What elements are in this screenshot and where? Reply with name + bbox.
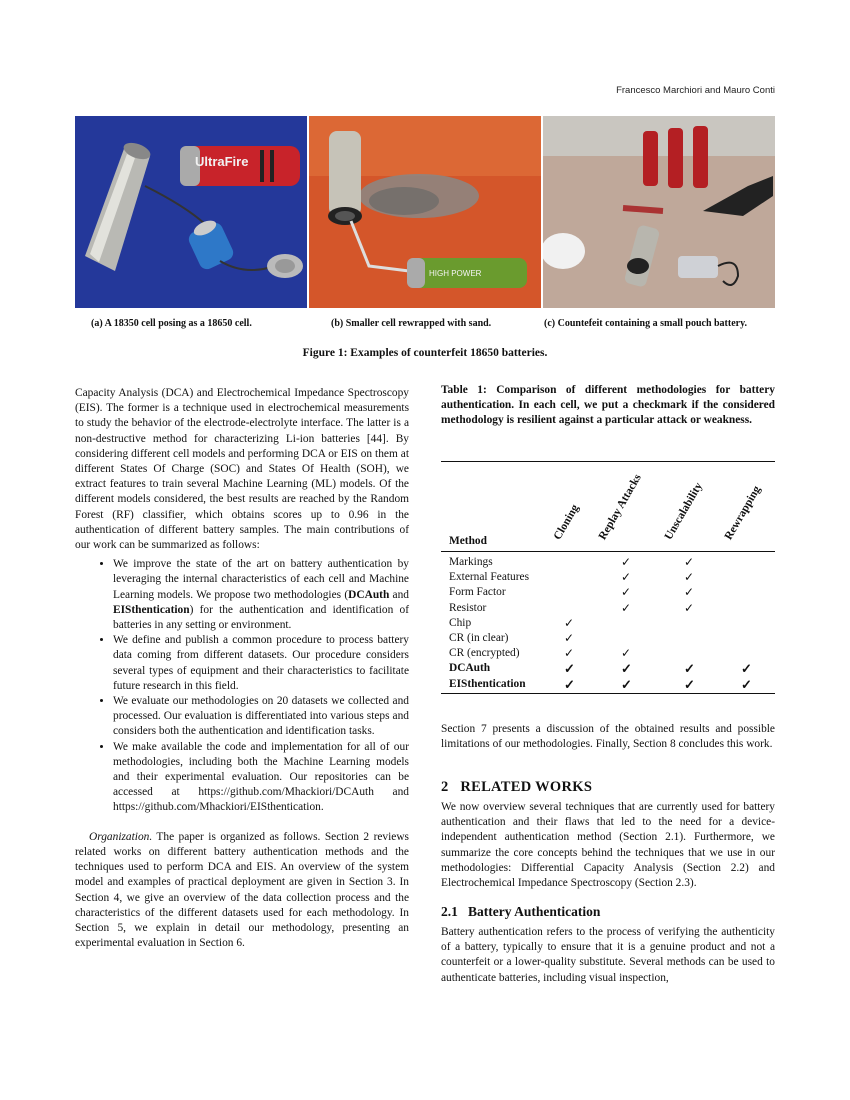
table-top-rule [441,461,775,462]
figure-photo-b [309,116,541,308]
figure-photo-a [75,116,307,308]
subsection-number: 2.1 [441,904,458,919]
photo-a-label: UltraFire [195,154,249,169]
table-row-label: Chip [449,616,472,629]
table-row-label: External Features [449,571,530,584]
checkmark-icon: ✓ [684,661,695,677]
figure-photo-c [543,116,775,308]
contribution-item: • We define and publish a common procedure to process battery data coming from different datasets. Our procedure considers several types of equipment and their characteristics to facilitate future research in this field. [113,633,409,694]
column-header-method: Method [449,535,487,547]
subsection-title: Battery Authentication [468,904,601,919]
section-heading-related-works [441,779,592,796]
contribution-text: We improve the state of the art on battery authentication by leveraging the internal characteristics of each cell and Machine Learning models. We propose two methodologies ( [113,558,409,601]
column-header-cloning: Cloning [551,502,582,542]
checkmark-icon: ✓ [621,646,632,661]
checkmark-icon: ✓ [741,661,752,677]
column-header-replay-attacks: Replay Attacks [596,472,644,542]
contribution-item: • We evaluate our methodologies on 20 datasets we collected and processed. Our evaluation is differentiated into various steps and considers both the authentication and identification tasks. [113,694,409,740]
related-works-paragraph: We now overview several techniques that are currently used for battery authentication and their flaws that led to the need for a device-independent authentication method (Section 2.1). Furthermore, we summarize the core concepts behind the techniques that we use in our methodologies: Differential Capacity Analysis (Section 2.2) and Electrochemical Impedance Spectroscopy (Section 2.3). [441,801,775,890]
checkmark-icon: ✓ [621,661,632,677]
checkmark-icon: ✓ [621,600,632,615]
checkmark-icon: ✓ [684,555,695,569]
contribution-item: • We make available the code and implementation for all of our methodologies, including both the Machine Learning models and their experimental evaluation. Our repositories can be accessed at https://github.com/Mhackiori/DCAuth and https://github.com/Mhackiori/EISthentication. [113,740,409,816]
checkmark-icon: ✓ [564,676,575,692]
checkmark-icon: ✓ [564,631,575,645]
subcaption-b: (b) Smaller cell rewrapped with sand. [331,318,492,329]
subcaption-c: (c) Countefeit containing a small pouch battery. [544,318,748,329]
checkmark-icon: ✓ [621,555,632,569]
organization-label: Organization. [89,830,153,843]
contributions-list [75,557,409,815]
checkmark-icon: ✓ [741,676,752,692]
checkmark-icon: ✓ [684,676,695,692]
column-header-unscalability: Unscalability [662,480,705,542]
table-row-label: DCAuth [449,662,491,675]
table-row-label: Markings [449,556,493,568]
battery-authentication-paragraph: Battery authentication refers to the process of verifying the authenticity of a battery, typically to ensure that it is a genuine product and not a counterfeit or a lower-quality substitute. Several methods can be used to authenticate batteries, including visual inspection, [441,926,775,984]
checkmark-icon: ✓ [684,585,695,600]
checkmark-icon: ✓ [564,646,575,661]
running-header: Francesco Marchiori and Mauro Conti [616,85,775,96]
checkmark-icon: ✓ [684,600,695,615]
table-row-label: Form Factor [449,586,506,599]
table-row-label: CR (encrypted) [449,647,520,660]
table-row-label: Resistor [449,601,487,614]
checkmark-icon: ✓ [621,585,632,600]
table-caption: Table 1: Comparison of different methodologies for battery authentication. In each cell, we put a checkmark if the considered methodology is resilient against a particular attack or weakness. [441,384,775,427]
section-intro-end: Section 7 presents a discussion of the obtained results and possible limitations of our methodologies. Finally, Section 8 concludes this work. [441,723,775,751]
contribution-item [113,557,409,633]
section-title: RELATED WORKS [460,779,593,795]
checkmark-icon: ✓ [564,661,575,677]
subsection-heading-battery-authentication [441,904,600,920]
method-name-eisthentication: EISthentication [113,603,190,616]
figure-caption: Figure 1: Examples of counterfeit 18650 batteries. [302,347,548,359]
subcaption-a: (a) A 18350 cell posing as a 18650 cell. [91,318,252,329]
organization-paragraph [75,830,409,952]
table-row-label: CR (in clear) [449,632,509,644]
table-bottom-rule [441,693,775,694]
checkmark-icon: ✓ [684,570,695,585]
column-header-rewrapping: Rewrapping [722,483,764,542]
checkmark-icon: ✓ [564,615,575,630]
checkmark-icon: ✓ [621,676,632,692]
table-row-label: EISthentication [449,677,526,690]
photo-b-label: HIGH POWER [429,269,482,278]
section-number: 2 [441,779,449,795]
organization-text: The paper is organized as follows. Section 2 reviews related works on different battery authentication methods and the techniques used to perform DCA and EIS. An overview of the system model and examples of practical deployment are given in Section 3. In Section 4, we give an overview of the data collection process and the characteristics of the different datasets used for each methodology. In Section 5, we explain in detail our methodology, presenting an experimental evaluation in Section 6. [75,830,409,950]
method-name-dcauth: DCAuth [348,588,390,601]
table-mid-rule [441,551,775,552]
checkmark-icon: ✓ [621,570,632,585]
left-column [75,386,409,951]
contribution-text: and [389,588,410,601]
intro-paragraph: Capacity Analysis (DCA) and Electrochemical Impedance Spectroscopy (EIS). The former is a technique used in electrochemical measurements to study the behavior of the electrode-electrolyte interface. The latter is a non-destructive method for characterizing Li-ion batteries [44]. By considering different cell models and performing DCA or EIS on them at different States Of Charge (SOC) and States Of Health (SOH), we extract features to train several Machine Learning (ML) models. Of the different models considered, the best results are reached by the Random Forest (RF) classifier, which obtains scores up to 0.96 in the authentication of different battery samples. The main contributions of our work can be summarized as follows: [75,387,409,552]
contribution-text: ) for the authentication and identification of batteries in any setting or environment. [113,603,409,632]
